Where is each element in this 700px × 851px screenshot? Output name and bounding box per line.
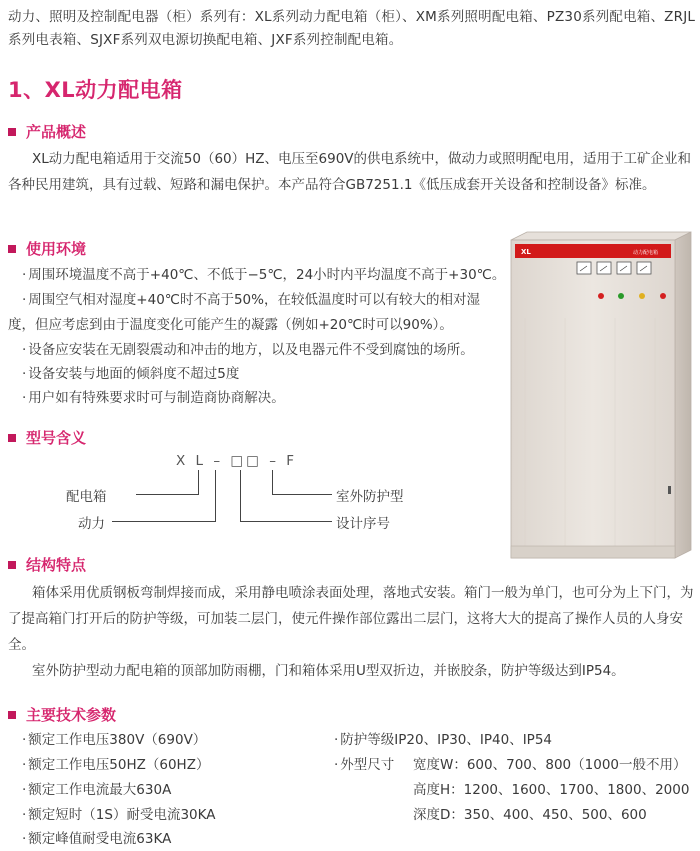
section-heading-text: 主要技术参数 (26, 706, 117, 724)
model-code: X L – □□ – F (176, 453, 298, 469)
list-item-continuation: 度，但应考虑到由于温度变化可能产生的凝露（例如+20℃时可以90%）。 (8, 317, 453, 333)
section-heading-specs (8, 704, 116, 725)
list-item: · 用户如有特殊要求时可与制造商协商解决。 (22, 390, 285, 406)
overview-text: XL动力配电箱适用于交流50（60）HZ、电压至690V的供电系统中，做动力或照明配电用，适用于工矿企业和各种民用建筑，具有过载、短路和漏电保护。本产品符合GB7251.1《低压成套开关设备和控制设备》标准。 (8, 151, 692, 193)
model-label-design-number: 设计序号 (336, 516, 390, 532)
connector-line (198, 470, 199, 495)
cabinet-nameplate: 动力配电箱 (633, 250, 659, 256)
structure-paragraph-2: 室外防护型动力配电箱的顶部加防雨棚，门和箱体采用U型双折边，并嵌胶条，防护等级达到IP54。 (32, 663, 625, 679)
model-label-cabinet: 配电箱 (66, 489, 107, 505)
section-heading-text: 型号含义 (26, 429, 87, 447)
connector-line (112, 521, 215, 522)
list-item: · 设备安装与地面的倾斜度不超过5度 (22, 366, 240, 382)
square-bullet-icon (8, 561, 16, 569)
section-heading-model (8, 427, 86, 448)
structure-paragraph-1: 箱体采用优质钢板弯制焊接而成，采用静电喷涂表面处理，落地式安装。箱门一般为单门，也可分为上下门，为了提高箱门打开后的防护等级，可加装二层门，使元件操作部位露出二层门，这将大大的提高了操作人员的人身安全。 (8, 585, 694, 653)
cabinet-brand-label: XL (521, 248, 531, 256)
cabinet-illustration (505, 228, 697, 572)
spec-size-depth: 深度D：350、400、450、500、600 (413, 807, 647, 823)
list-item: · 周围空气相对湿度+40℃时不高于50%，在较低温度时可以有较大的相对湿 (22, 292, 480, 308)
section-heading-structure (8, 554, 86, 575)
spec-item: · 额定峰值耐受电流63KA (22, 831, 172, 847)
spec-item-size: · 外型尺寸 (334, 757, 395, 773)
section-heading-text: 使用环境 (26, 240, 87, 258)
model-label-power: 动力 (78, 516, 105, 532)
door-handle-icon (668, 486, 671, 494)
spec-item: · 额定短时（1S）耐受电流30KA (22, 807, 216, 823)
square-bullet-icon (8, 245, 16, 253)
model-label-outdoor: 室外防护型 (336, 489, 404, 505)
intro-paragraph: 动力、照明及控制配电器（柜）系列有：XL系列动力配电箱（柜）、XM系列照明配电箱、PZ30系列配电箱、ZRJL系列电表箱、SJXF系列双电源切换配电箱、JXF系列控制配电箱。 (8, 9, 696, 48)
square-bullet-icon (8, 434, 16, 442)
spec-item: · 额定工作电流最大630A (22, 782, 172, 798)
section-heading-text: 结构特点 (26, 556, 87, 574)
connector-line (272, 470, 273, 495)
connector-line (272, 494, 332, 495)
connector-line (240, 521, 332, 522)
spec-item-protection: · 防护等级IP20、IP30、IP40、IP54 (334, 732, 552, 748)
connector-line (240, 470, 241, 522)
page-title: 1、XL动力配电箱 (8, 78, 183, 102)
spec-size-height: 高度H：1200、1600、1700、1800、2000 (413, 782, 690, 798)
connector-line (136, 494, 198, 495)
section-heading-environment (8, 238, 86, 259)
spec-item: · 额定工作电压50HZ（60HZ） (22, 757, 210, 773)
section-heading-text: 产品概述 (26, 123, 87, 141)
section-heading-overview (8, 121, 86, 142)
spec-size-width: 宽度W：600、700、800（1000一般不用） (413, 757, 687, 773)
square-bullet-icon (8, 711, 16, 719)
connector-line (215, 470, 216, 522)
list-item: · 设备应安装在无剧裂震动和冲击的地方，以及电器元件不受到腐蚀的场所。 (22, 342, 474, 358)
square-bullet-icon (8, 128, 16, 136)
spec-item: · 额定工作电压380V（690V） (22, 732, 207, 748)
list-item: · 周围环境温度不高于+40℃、不低于−5℃，24小时内平均温度不高于+30℃。 (22, 267, 506, 283)
